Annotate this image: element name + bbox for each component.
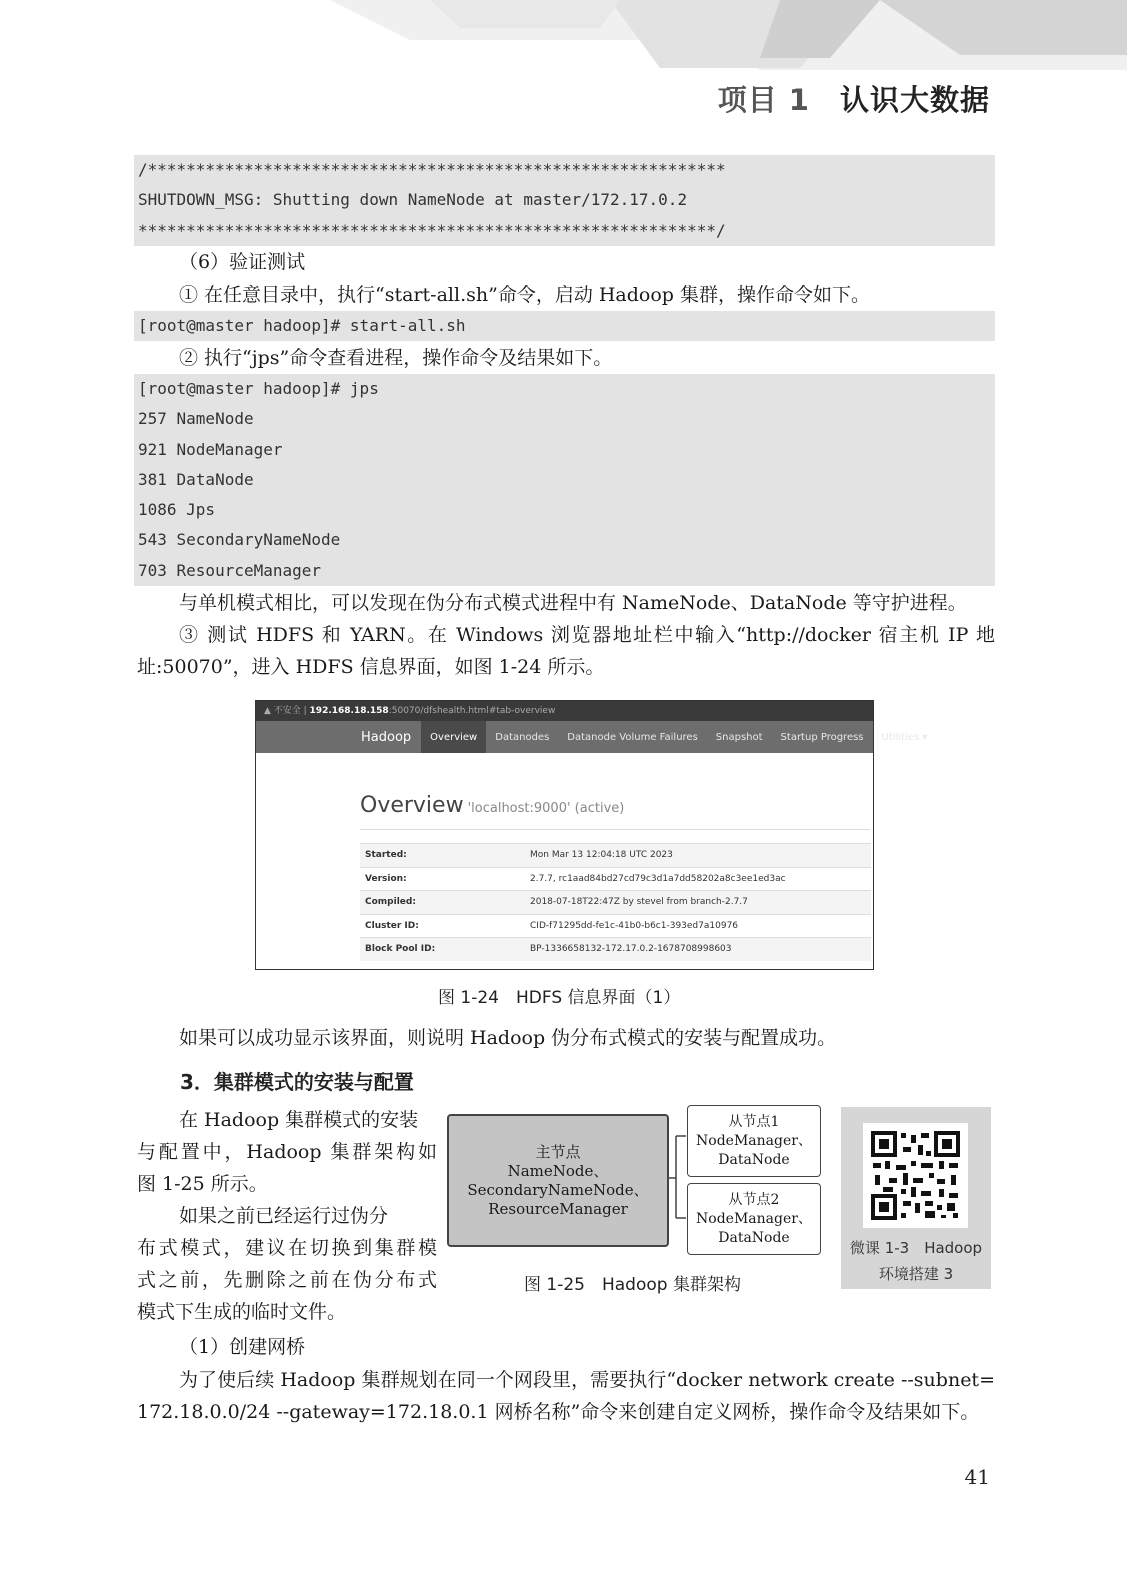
row-value: 2018-07-18T22:47Z by stevel from branch-2.7.7: [525, 891, 871, 915]
code-line: SHUTDOWN_MSG: Shutting down NameNode at master/172.17.0.2: [138, 190, 688, 210]
text-line: 与配置中，Hadoop 集群架构如: [137, 1141, 437, 1163]
code-line: ************************************************************/: [138, 220, 726, 240]
row-key: Cluster ID:: [360, 914, 525, 938]
step6-title: （6）验证测试: [179, 251, 306, 273]
text-line: 在 Hadoop 集群模式的安装: [179, 1109, 419, 1131]
code-line: [root@master hadoop]# start-all.sh: [138, 316, 466, 335]
row-key: Block Pool ID:: [360, 938, 525, 961]
success-text: 如果可以成功显示该界面，则说明 Hadoop 伪分布式模式的安装与配置成功。: [179, 1027, 837, 1049]
qr-caption-line: 微课 1-3 Hadoop: [849, 1239, 983, 1257]
code-line: 1086 Jps: [138, 500, 216, 520]
section-3-heading: 3．集群模式的安装与配置: [180, 1070, 414, 1094]
code-line: 543 SecondaryNameNode: [138, 530, 341, 550]
row-value: CID-f71295dd-fe1c-41b0-b6c1-393ed7a10976: [525, 914, 871, 938]
text-line: 图 1-25 所示。: [137, 1173, 268, 1195]
browser-address-bar: [256, 701, 873, 721]
page-number: 41: [964, 1465, 990, 1489]
master-node-title: 主节点: [535, 1142, 581, 1161]
nav-tab-snapshot: Snapshot: [715, 731, 763, 743]
step6-3-line1: ③ 测试 HDFS 和 YARN。在 Windows 浏览器地址栏中输入“http://docker 宿主机 IP 地: [179, 624, 995, 646]
overview-subtitle: 'localhost:9000' (active): [467, 801, 625, 816]
figure-1-24-caption: 图 1-24 HDFS 信息界面（1）: [438, 988, 681, 1008]
code-block-shutdown: [134, 155, 995, 246]
table-row: [360, 891, 871, 915]
row-key: Version:: [360, 867, 525, 891]
qr-code-panel: [841, 1107, 991, 1289]
code-block-jps: [134, 374, 995, 586]
master-node-line: NameNode、: [507, 1161, 609, 1180]
row-value: Mon Mar 13 12:04:18 UTC 2023: [525, 844, 871, 868]
table-row: [360, 867, 871, 891]
code-line: 257 NameNode: [138, 409, 254, 429]
master-node-box: [447, 1114, 669, 1247]
code-line: 703 ResourceManager: [138, 560, 322, 580]
slave-node-line: NodeManager、: [696, 1210, 812, 1227]
step6-1-text: ① 在任意目录中，执行“start-all.sh”命令，启动 Hadoop 集群，操作命令如下。: [179, 284, 871, 306]
security-warning: ▲ 不安全 |: [264, 706, 310, 716]
slave-node-line: DataNode: [718, 1229, 790, 1246]
table-row: [360, 938, 871, 961]
page-header: [718, 78, 990, 119]
url-host: 192.168.18.158: [309, 706, 389, 716]
nav-tab-startup-progress: Startup Progress: [780, 731, 864, 743]
code-line: 381 DataNode: [138, 469, 254, 489]
table-row: [360, 914, 871, 938]
text-line: 如果之前已经运行过伪分: [179, 1205, 389, 1227]
nav-tab-overview: Overview: [421, 721, 486, 753]
text-line: 模式下生成的临时文件。: [137, 1301, 347, 1323]
url-path: :50070/dfshealth.html#tab-overview: [388, 706, 556, 716]
cluster-intro-para: [137, 1104, 437, 1328]
code-line: [root@master hadoop]# jps: [138, 379, 379, 398]
overview-title: Overview: [360, 793, 464, 818]
code-line: 921 NodeManager: [138, 439, 283, 459]
nav-tab-utilities: Utilities ▾: [881, 731, 928, 743]
bridge-text-line2: 172.18.0.0/24 --gateway=172.18.0.1 网桥名称”命令来创建自定义网桥，操作命令及结果如下。: [137, 1401, 980, 1423]
qr-code-icon: [863, 1123, 968, 1228]
row-value: BP-1336658132-172.17.0.2-1678708998603: [525, 938, 871, 961]
project-label: 项目 1: [717, 83, 810, 117]
nav-tab-volume-failures: Datanode Volume Failures: [567, 731, 698, 743]
text-line: 布式模式，建议在切换到集群模: [137, 1237, 437, 1259]
slave-node-title: 从节点2: [728, 1191, 780, 1208]
slave-node-title: 从节点1: [728, 1113, 780, 1130]
figure-1-25-caption: 图 1-25 Hadoop 集群架构: [524, 1275, 741, 1295]
step6-2-text: ② 执行“jps”命令查看进程，操作命令及结果如下。: [179, 347, 613, 369]
row-key: Started:: [360, 844, 525, 868]
step6-3-line2: 址:50070”，进入 HDFS 信息界面，如图 1-24 所示。: [137, 656, 605, 678]
master-node-line: ResourceManager: [488, 1199, 628, 1218]
step1-title: （1）创建网桥: [179, 1336, 306, 1358]
hdfs-screenshot: [255, 700, 928, 970]
slave-node-line: NodeManager、: [696, 1132, 812, 1149]
row-key: Compiled:: [360, 891, 525, 915]
header-decoration: [0, 0, 1127, 150]
overview-divider: [360, 829, 870, 830]
overview-heading: [360, 793, 624, 818]
qr-code-image: [863, 1123, 968, 1228]
slave-node-line: DataNode: [718, 1151, 790, 1168]
compare-text: 与单机模式相比，可以发现在伪分布式模式进程中有 NameNode、DataNode 等守护进程。: [179, 592, 967, 614]
nav-tab-datanodes: Datanodes: [495, 731, 550, 743]
text-line: 式之前，先删除之前在伪分布式: [137, 1269, 437, 1291]
overview-table: [360, 843, 871, 961]
table-row: [360, 844, 871, 868]
bridge-text-line1: 为了使后续 Hadoop 集群规划在同一个网段里，需要执行“docker network create --subnet=: [179, 1369, 995, 1391]
hadoop-navbar: [256, 721, 928, 753]
code-block-start-all: [134, 311, 995, 341]
slave-node-2-box: [687, 1183, 821, 1255]
master-node-line: SecondaryNameNode、: [467, 1180, 649, 1199]
code-line: /************************************************************: [138, 160, 726, 179]
slave-node-1-box: [687, 1105, 821, 1177]
qr-caption-line: 环境搭建 3: [878, 1265, 954, 1283]
hadoop-brand: Hadoop: [361, 729, 412, 745]
row-value: 2.7.7, rc1aad84bd27cd79c3d1a7dd58202a8c3ee1ed3ac: [525, 867, 871, 891]
chapter-title: 认识大数据: [839, 83, 990, 117]
